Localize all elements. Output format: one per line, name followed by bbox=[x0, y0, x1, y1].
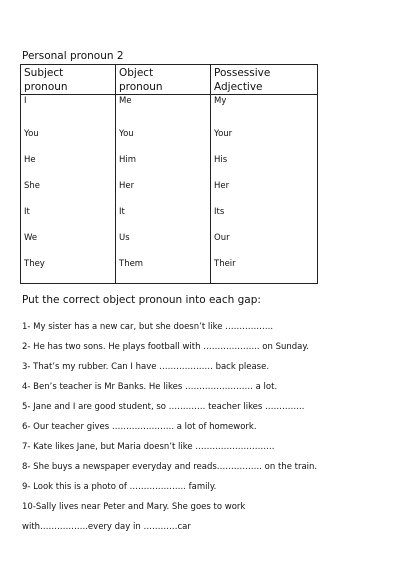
table-cell: His bbox=[211, 147, 318, 173]
table-cell: You bbox=[116, 121, 211, 147]
pronoun-table bbox=[20, 64, 318, 284]
table-cell: Her bbox=[211, 173, 318, 199]
table-cell: You bbox=[21, 121, 116, 147]
table-cell: Its bbox=[211, 199, 318, 225]
exercise-item: 6- Our teacher gives …………………. a lot of homework. bbox=[22, 422, 257, 432]
table-cell: He bbox=[21, 147, 116, 173]
table-cell: Me bbox=[116, 95, 211, 122]
exercise-item: 9- Look this is a photo of ……………….. family. bbox=[22, 482, 217, 492]
table-cell: It bbox=[21, 199, 116, 225]
exercise-item: 8- She buys a newspaper everyday and reads……………. on the train. bbox=[22, 462, 318, 472]
table-cell: My bbox=[211, 95, 318, 122]
exercise-item: 3- That’s my rubber. Can I have ………………. back please. bbox=[22, 362, 270, 372]
table-cell: She bbox=[21, 173, 116, 199]
worksheet-title: Personal pronoun 2 bbox=[22, 50, 124, 62]
table-cell: Their bbox=[211, 251, 318, 284]
table-row bbox=[21, 147, 318, 173]
exercise-item: 4- Ben’s teacher is Mr Banks. He likes …………………… a lot. bbox=[22, 382, 278, 392]
table-header-row bbox=[21, 65, 318, 95]
table-row bbox=[21, 121, 318, 147]
table-cell: Her bbox=[116, 173, 211, 199]
table-cell: Us bbox=[116, 225, 211, 251]
table-cell: Your bbox=[211, 121, 318, 147]
table-row bbox=[21, 199, 318, 225]
header-object-pronoun: Object pronoun bbox=[116, 65, 211, 95]
table-row bbox=[21, 95, 318, 122]
exercise-item: 10-Sally lives near Peter and Mary. She goes to work bbox=[22, 502, 246, 512]
table-row bbox=[21, 251, 318, 284]
header-subject-pronoun: Subject pronoun bbox=[21, 65, 116, 95]
exercise-instruction: Put the correct object pronoun into each gap: bbox=[22, 294, 261, 306]
exercise-item: 5- Jane and I are good student, so …………. teacher likes ………….. bbox=[22, 402, 305, 412]
exercise-item: 2- He has two sons. He plays football with ……………….. on Sunday. bbox=[22, 342, 309, 352]
table-row bbox=[21, 225, 318, 251]
table-row bbox=[21, 173, 318, 199]
table-cell: It bbox=[116, 199, 211, 225]
exercise-item: 1- My sister has a new car, but she doesn’t like …………….. bbox=[22, 322, 274, 332]
exercise-item-continuation: with……………..every day in …………car bbox=[22, 522, 191, 532]
table-cell: We bbox=[21, 225, 116, 251]
table-cell: Our bbox=[211, 225, 318, 251]
table-cell: They bbox=[21, 251, 116, 284]
table-cell: Him bbox=[116, 147, 211, 173]
table-cell: Them bbox=[116, 251, 211, 284]
table-cell: I bbox=[21, 95, 116, 122]
exercise-list bbox=[22, 322, 317, 542]
exercise-item: 7- Kate likes Jane, but Maria doesn’t like ………………………. bbox=[22, 442, 275, 452]
header-possessive-adjective: Possessive Adjective bbox=[211, 65, 318, 95]
